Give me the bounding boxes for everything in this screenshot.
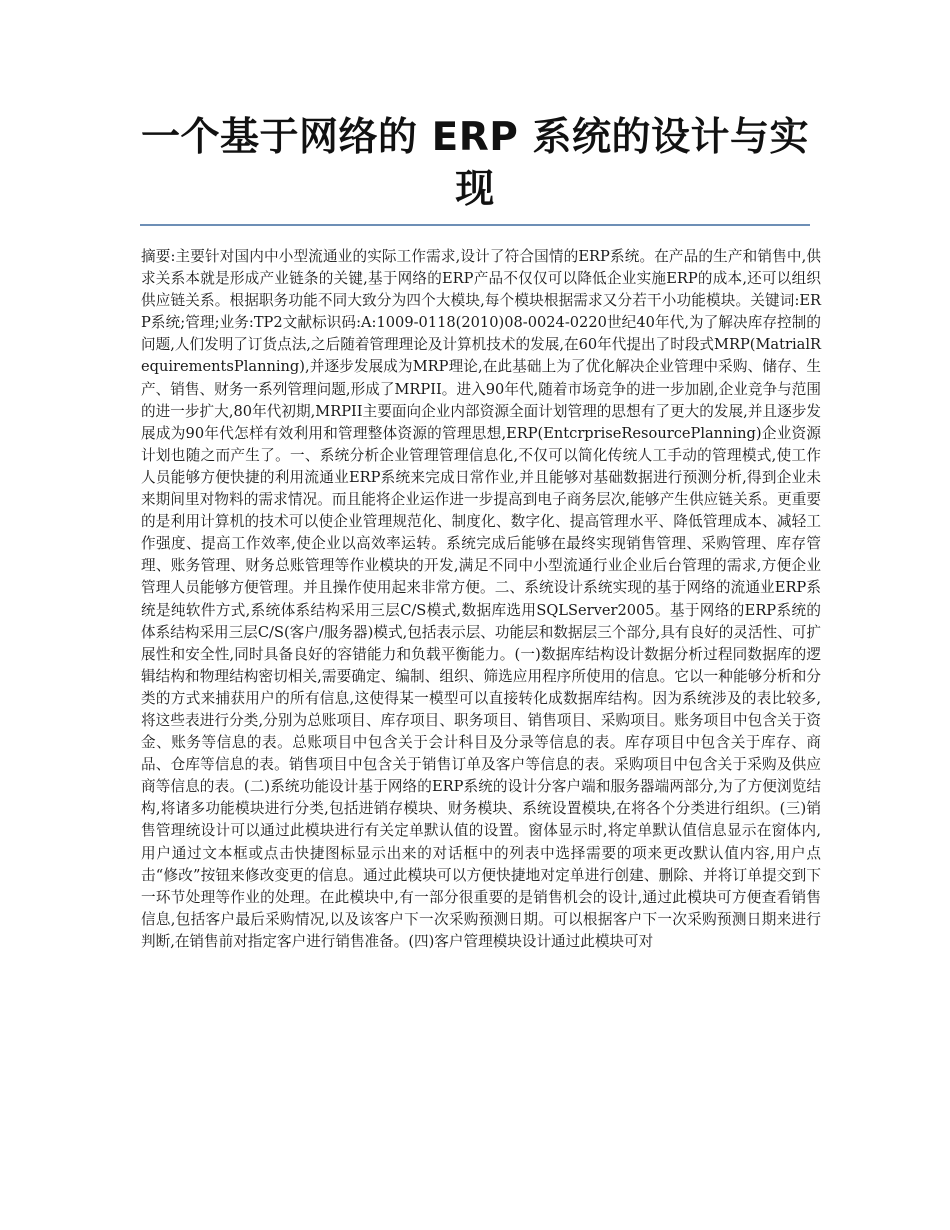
title-divider	[140, 224, 810, 226]
document-title: 一个基于网络的 ERP 系统的设计与实现	[141, 115, 809, 212]
document-body: 摘要:主要针对国内中小型流通业的实际工作需求,设计了符合国情的ERP系统。在产品的生产和销售中,供求关系本就是形成产业链条的关键,基于网络的ERP产品不仅仅可以降低企业实施ERP的成本,还可以组织供应链关系。根据职务功能不同大致分为四个大模块,每个模块根据需求又分若干小功能模块。关键词:ERP系统;管理;业务:TP2文献标识码:A:1009-0118(2010)08-0024-0220世纪40年代,为了解决库存控制的问题,人们发明了订货点法,之后随着管理理论及计算机技术的发展,在60年代提出了时段式MRP(MatrialRequirementsPlanning),并逐步发展成为MRP理论,在此基础上为了优化解决企业管理中采购、储存、生产、销售、财务一系列管理问题,形成了MRPII。进入90年代,随着市场竞争的进一步加剧,企业竞争与范围的进一步扩大,80年代初期,MRPII主要面向企业内部资源全面计划管理的思想有了更大的发展,并且逐步发展成为90年代怎样有效利用和管理整体资源的管理思想,ERP(EntcrpriseResourcePlanning)企业资源计划也随之而产生了。一、系统分析企业管理管理信息化,不仅可以简化传统人工手动的管理模式,使工作人员能够方便快捷的利用流通业ERP系统来完成日常作业,并且能够对基础数据进行预测分析,得到企业未来期间里对物料的需求情况。而且能将企业运作进一步提高到电子商务层次,能够产生供应链关系。更重要的是利用计算机的技术可以使企业管理规范化、制度化、数字化、提高管理水平、降低管理成本、减轻工作强度、提高工作效率,使企业以高效率运转。系统完成后能够在最终实现销售管理、采购管理、库存管理、账务管理、财务总账管理等作业模块的开发,满足不同中小型流通行业企业后台管理的需求,方便企业管理人员能够方便管理。并且操作使用起来非常方便。二、系统设计系统实现的基于网络的流通业ERP系统是纯软件方式,系统体系结构采用三层C/S模式,数据库选用SQLServer2005。基于网络的ERP系统的体系结构采用三层C/S(客户/服务器)模式,包括表示层、功能层和数据层三个部分,具有良好的灵活性、可扩展性和安全性,同时具备良好的容错能力和负载平衡能力。(一)数据库结构设计数据分析过程同数据库的逻辑结构和物理结构密切相关,需要确定、编制、组织、筛选应用程序所使用的信息。它以一种能够分析和分类的方式来捕获用户的所有信息,这使得某一模型可以直接转化成数据库结构。因为系统涉及的表比较多,将这些表进行分类,分别为总账项目、库存项目、职务项目、销售项目、采购项目。账务项目中包含关于资金、账务等信息的表。总账项目中包含关于会计科目及分录等信息的表。库存项目中包含关于库存、商品、仓库等信息的表。销售项目中包含关于销售订单及客户等信息的表。采购项目中包含关于采购及供应商等信息的表。(二)系统功能设计基于网络的ERP系统的设计分客户端和服务器端两部分,为了方便浏览结构,将诸多功能模块进行分类,包括进销存模块、财务模块、系统设置模块,在将各个分类进行组织。(三)销售管理统设计可以通过此模块进行有关定单默认值的设置。窗体显示时,将定单默认值信息显示在窗体内,用户通过文本框或点击快捷图标显示出来的对话框中的列表中选择需要的项来更改默认值内容,用户点击“修改”按钮来修改变更的信息。通过此模块可以方便快捷地对定单进行创建、删除、并将订单提交到下一环节处理等作业的处理。在此模块中,有一部分很重要的是销售机会的设计,通过此模块可方便查看销售信息,包括客户最后采购情况,以及该客户下一次采购预测日期。可以根据客户下一次采购预测日期来进行判断,在销售前对指定客户进行销售准备。(四)客户管理模块设计通过此模块可对	[141, 248, 821, 950]
